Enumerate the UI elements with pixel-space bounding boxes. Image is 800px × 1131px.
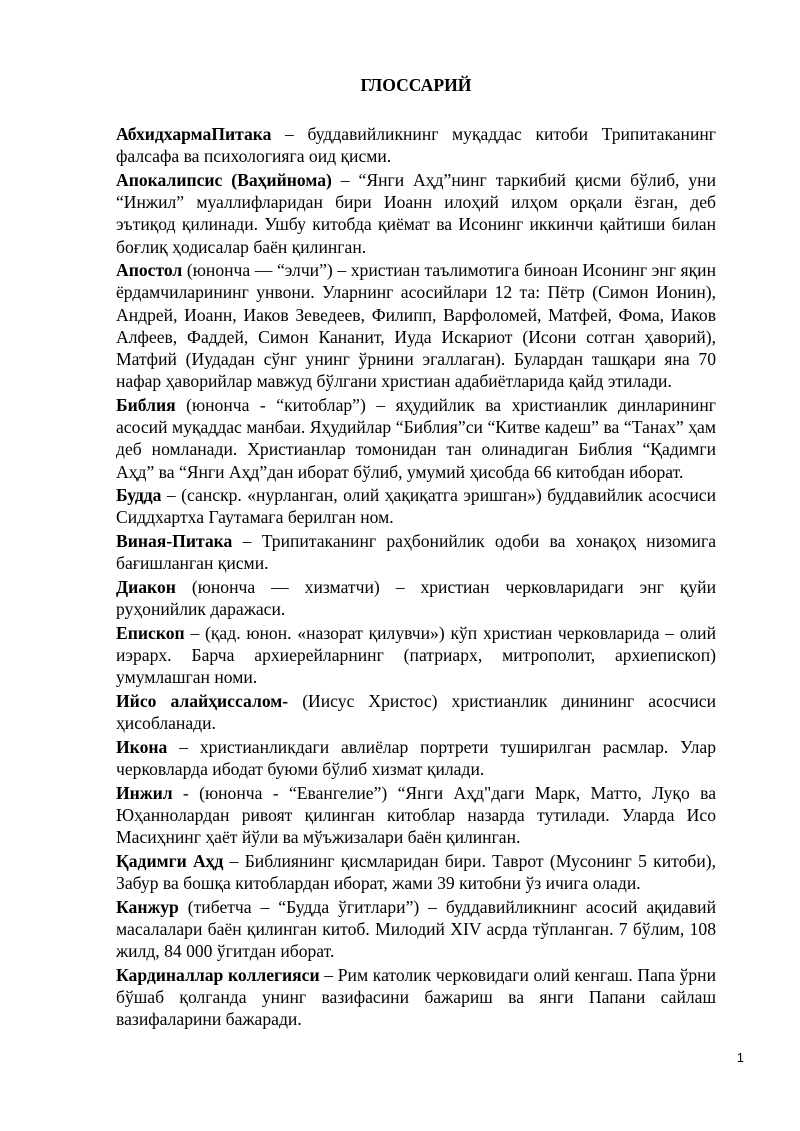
glossary-definition: (Иисус Христос) христианлик динининг асосчиси ҳисобланади. <box>116 691 716 734</box>
glossary-term: Библия <box>116 394 176 415</box>
glossary-definition: – Библиянинг қисмларидан бири. Таврот (Мусонинг 5 китоби), Забур ва бошқа китоблардан иборат, жами 39 китобни ўз ичига олади. <box>116 851 716 894</box>
glossary-entry <box>116 169 716 258</box>
glossary-term: Апостол <box>116 260 183 281</box>
glossary-definition: - (юнонча - “Евангелие”) “Янги Аҳд"даги Марк, Матто, Луқо ва Юҳаннолардан ривоят қилинган китоблар назарда тутилади. Уларда Исо Масиҳнинг ҳаёт йўли ва мўъжизалари баён қилинган. <box>116 782 716 848</box>
glossary-term: Қадимги Аҳд <box>116 851 224 871</box>
page-number: 1 <box>736 1050 744 1065</box>
glossary-list <box>116 123 716 1031</box>
glossary-term: Инжил <box>116 782 173 803</box>
glossary-definition: – христианликдаги авлиёлар портрети туширилган расмлар. Улар черковларда ибодат буюми бўлиб хизмат қилади. <box>116 736 716 780</box>
glossary-entry <box>116 896 716 963</box>
glossary-definition: – (қад. юнон. «назорат қилувчи») кўп христиан черковларида – олий иэрарх. Барча архиерейларнинг (патриарх, митрополит, архиепископ) умумлашган номи. <box>116 622 716 688</box>
glossary-term: Диакон <box>116 577 176 598</box>
glossary-definition: (юнонча - “китоблар”) – яҳудийлик ва христианлик динларининг асосий муқаддас манбаи. Яҳудийлар “Библия”си “Китве кадеш” ва “Танах” ҳам деб номланади. Христианлар томонидан тан олинадиган Библия “Қадимги Аҳд” ва “Янги Аҳд”дан иборат бўлиб, умумий ҳисобда 66 китобдан иборат. <box>116 394 716 482</box>
glossary-entry <box>116 259 716 392</box>
glossary-definition: – “Янги Аҳд”нинг таркибий қисми бўлиб, уни “Инжил” муаллифларидан бири Иоанн илоҳий илҳом орқали ёзган, деб эътиқод қилинади. Ушбу китобда қиёмат ва Исонинг иккинчи қайтиши билан боғлиқ ҳодисалар баён қилинган. <box>116 169 716 257</box>
glossary-term: Будда <box>116 485 162 506</box>
glossary-entry <box>116 850 716 894</box>
glossary-term: Епископ <box>116 622 185 643</box>
glossary-definition: – Рим католик черковидаги олий кенгаш. Папа ўрни бўшаб қолганда унинг вазифасини бажариш ва янги Папани сайлаш вазифаларини бажаради. <box>116 965 716 1030</box>
glossary-term: Виная-Питака <box>116 531 233 552</box>
glossary-term: Ийсо алайҳиссалом- <box>116 691 289 712</box>
glossary-definition: – Трипитаканинг раҳбонийлик одоби ва хонақоҳ низомига бағишланган қисми. <box>116 531 716 574</box>
glossary-entry <box>116 394 716 483</box>
glossary-term: Икона <box>116 736 168 757</box>
glossary-entry <box>116 690 716 734</box>
page-title: ГЛОССАРИЙ <box>360 75 472 95</box>
glossary-entry <box>116 964 716 1031</box>
glossary-definition: – (санскр. «нурланган, олий ҳақиқатга эришган») буддавийлик асосчиси Сиддхартха Гаутамага берилган ном. <box>116 485 716 528</box>
glossary-entry <box>116 530 716 574</box>
glossary-entry <box>116 736 716 780</box>
glossary-term: Апокалипсис (Ваҳийнома) <box>116 169 332 190</box>
glossary-entry <box>116 622 716 689</box>
glossary-definition: (юнонча — хизматчи) – христиан черковларидаги энг қуйи руҳонийлик даражаси. <box>116 577 716 620</box>
glossary-term: АбхидхармаПитака <box>116 124 272 144</box>
glossary-definition: (юнонча — “элчи”) – христиан таълимотига биноан Исонинг энг яқин ёрдамчиларининг унвони. Уларнинг асосийлари 12 та: Пётр (Симон Ионин), Андрей, Иоанн, Иаков Зеведеев, Филипп, Варфоломей, Матфей, Фома, Иаков Алфеев, Фаддей, Симон Кананит, Иуда Искариот (Исони сотган ҳаворий), Матфий (Иудадан сўнг унинг ўрнини эгаллаган). Булардан ташқари яна 70 нафар ҳаворийлар мавжуд бўлгани христиан адабиётларида қайд этилади. <box>116 260 716 392</box>
glossary-definition: (тибетча – “Будда ўгитлари”) – буддавийликнинг асосий ақидавий масалалари баён қилинган китоб. Милодий XIV асрда тўпланган. 7 бўлим, 108 жилд, 84 000 ўгитдан иборат. <box>116 896 716 962</box>
glossary-definition: – буддавийликнинг муқаддас китоби Трипитаканинг фалсафа ва психологияга оид қисми. <box>116 124 716 167</box>
glossary-term: Кардиналлар коллегияси <box>116 965 320 986</box>
glossary-term: Канжур <box>116 896 179 917</box>
glossary-entry <box>116 123 716 167</box>
glossary-entry <box>116 576 716 620</box>
glossary-entry <box>116 484 716 528</box>
glossary-entry <box>116 782 716 849</box>
